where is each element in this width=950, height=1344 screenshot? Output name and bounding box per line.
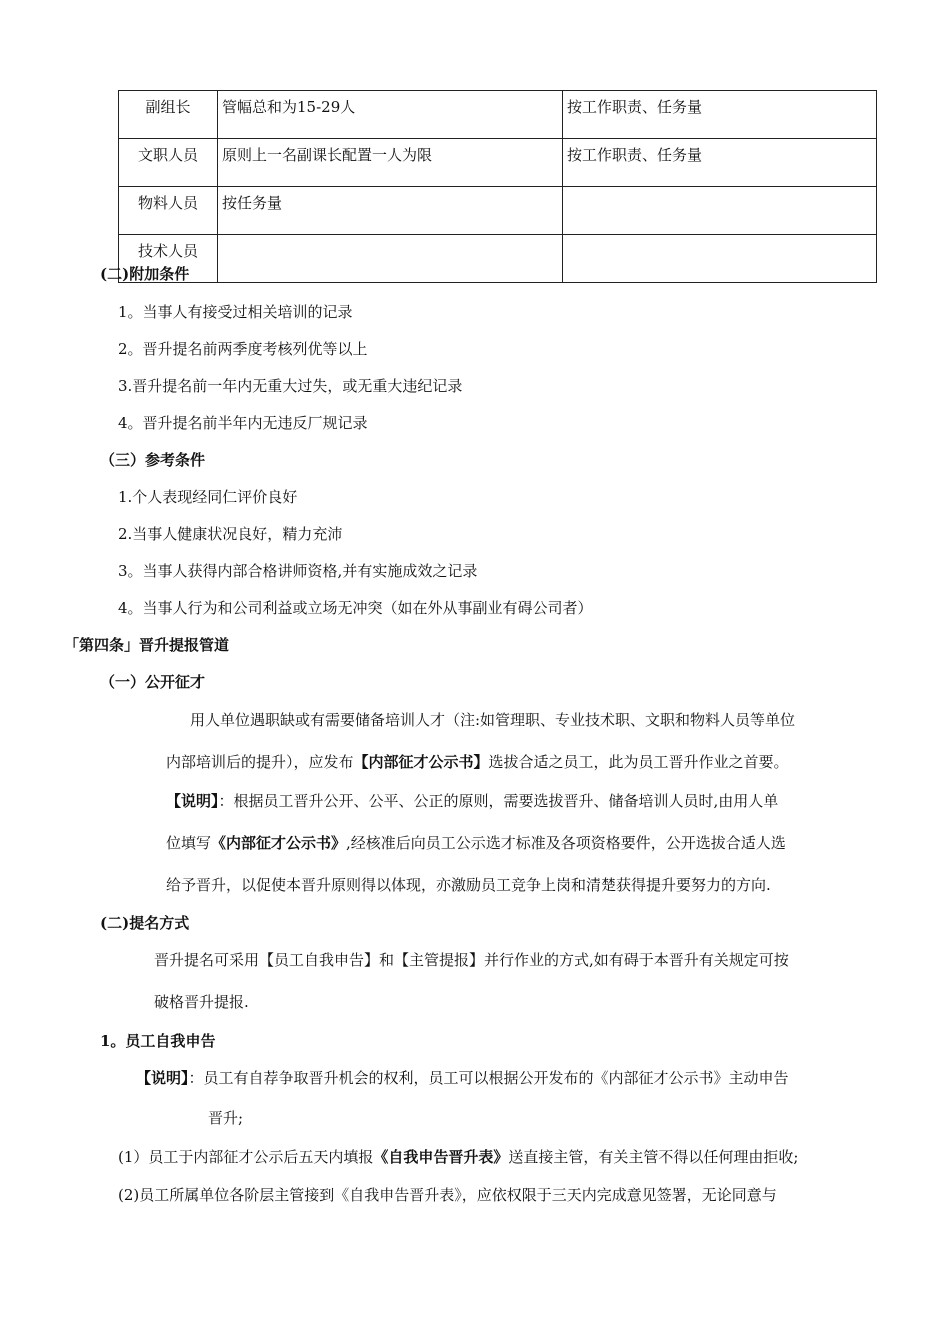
list-item: 1。当事人有接受过相关培训的记录 (118, 303, 353, 321)
nomination-method-heading: (二)提名方式 (100, 914, 190, 932)
paragraph-line: 晋升提名可采用【员工自我申告】和【主管提报】并行作业的方式,如有碍于本晋升有关规定可按 (154, 951, 789, 969)
paragraph-line (166, 752, 789, 772)
role-cell: 物料人员 (119, 187, 218, 235)
paragraph-line: 用人单位遇职缺或有需要储备培训人才（注:如管理职、专业技术职、文职和物料人员等单位 (190, 711, 796, 729)
list-item: 2。晋升提名前两季度考核列优等以上 (118, 340, 368, 358)
table-row (119, 139, 877, 187)
note-line (166, 833, 786, 853)
note-line: 给予晋升，以促使本晋升原则得以体现，亦激励员工竞争上岗和清楚获得提升要努力的方向. (166, 876, 771, 894)
text-span: 内部培训后的提升），应发布 (166, 753, 354, 771)
text-span: 位填写 (166, 834, 212, 852)
note-line (136, 1068, 789, 1088)
list-item: 4。晋升提名前半年内无违反厂规记录 (118, 414, 368, 432)
paragraph-line: 破格晋升提报. (154, 993, 249, 1011)
role-cell: 技术人员 (119, 235, 218, 283)
reference-conditions-heading: （三）参考条件 (100, 451, 206, 469)
table-row (119, 187, 877, 235)
condition-cell: 按任务量 (218, 187, 563, 235)
list-item: 4。当事人行为和公司利益或立场无冲突（如在外从事副业有碍公司者） (118, 599, 593, 617)
form-name-bold: 《自我申告晋升表》 (373, 1148, 509, 1166)
open-recruitment-heading: （一）公开征才 (100, 673, 206, 691)
role-table-body (119, 91, 877, 283)
list-item: 2.当事人健康状况良好，精力充沛 (118, 525, 343, 543)
list-item: 1.个人表现经同仁评价良好 (118, 488, 298, 506)
procedure-step: (2)员工所属单位各阶层主管接到《自我申告晋升表》，应依权限于三天内完成意见签署，无论同意与 (118, 1186, 777, 1204)
text-span: ,经核准后向员工公示选才标准及各项资格要件，公开选拔合适人选 (346, 834, 786, 852)
basis-cell: 按工作职责、任务量 (563, 139, 877, 187)
table-row (119, 235, 877, 283)
text-span: ：员工有自荐争取晋升机会的权利，员工可以根据公开发布的《内部征才公示书》主动申告 (188, 1069, 789, 1087)
self-declaration-heading: 1。员工自我申告 (100, 1032, 216, 1050)
condition-cell: 管幅总和为15-29人 (218, 91, 563, 139)
note-label: 【说明】 (136, 1069, 189, 1087)
form-name-bold: 【内部征才公示书】 (353, 753, 489, 771)
condition-cell (218, 235, 563, 283)
article-four-heading: 「第四条」晋升提报管道 (64, 636, 230, 654)
text-span: 选拔合适之员工，此为员工晋升作业之首要。 (488, 753, 789, 771)
note-line (166, 791, 778, 811)
note-line: 晋升; (208, 1109, 244, 1127)
basis-cell: 按工作职责、任务量 (563, 91, 877, 139)
basis-cell (563, 187, 877, 235)
text-span: ：根据员工晋升公开、公平、公正的原则，需要选拔晋升、储备培训人员时,由用人单 (218, 792, 779, 810)
list-item: 3.晋升提名前一年内无重大过失，或无重大违纪记录 (118, 377, 463, 395)
text-span: (1）员工于内部征才公示后五天内填报 (118, 1148, 374, 1166)
additional-conditions-heading: (二)附加条件 (100, 265, 190, 283)
condition-cell: 原则上一名副课长配置一人为限 (218, 139, 563, 187)
list-item: 3。当事人获得内部合格讲师资格,并有实施成效之记录 (118, 562, 478, 580)
form-name-bold: 《内部征才公示书》 (211, 834, 347, 852)
basis-cell (563, 235, 877, 283)
note-label: 【说明】 (166, 792, 219, 810)
role-staffing-table (118, 90, 877, 283)
text-span: 送直接主管，有关主管不得以任何理由拒收; (508, 1148, 799, 1166)
table-row (119, 91, 877, 139)
role-cell: 文职人员 (119, 139, 218, 187)
role-cell: 副组长 (119, 91, 218, 139)
procedure-step (118, 1147, 798, 1167)
